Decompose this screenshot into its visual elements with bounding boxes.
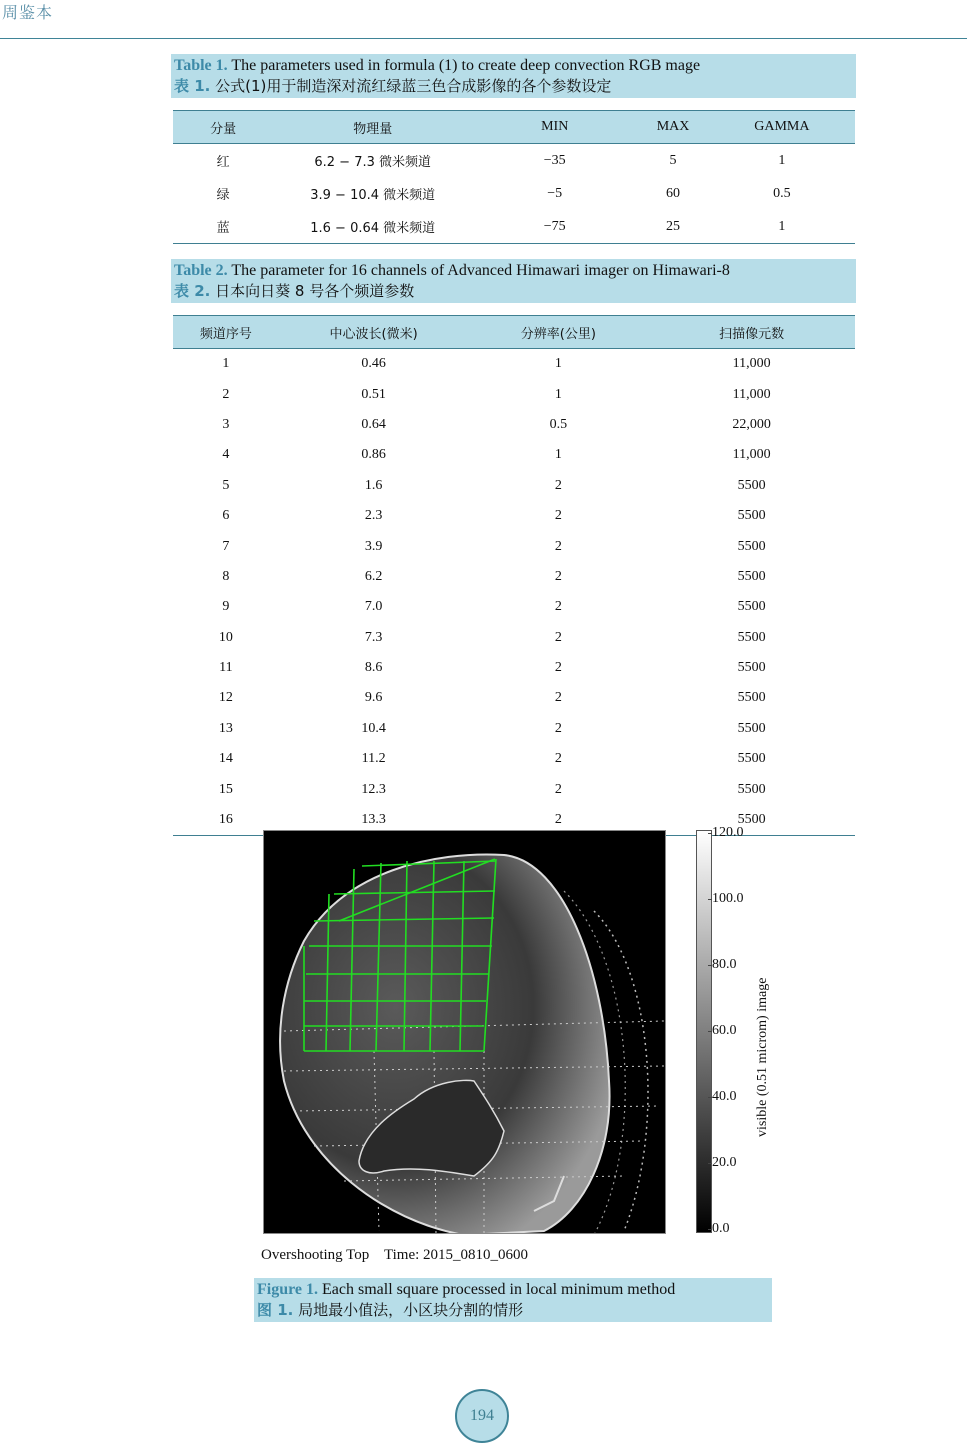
- table-cell: 红: [216, 155, 230, 170]
- table-cell: 13.3: [279, 805, 469, 836]
- table-cell: 1.6: [364, 477, 383, 493]
- colorbar-tick-label: 60.0: [712, 1023, 737, 1038]
- table-cell: 3: [222, 416, 230, 432]
- column-header: 中心波长(微米): [279, 316, 469, 349]
- running-header-author: 周鉴本: [2, 5, 54, 22]
- table-cell: 12.3: [361, 781, 386, 797]
- figure1-caption-text-en: Each small square processed in local minimum method: [318, 1281, 676, 1298]
- table-cell: 5: [222, 477, 230, 493]
- table-cell: 0.51: [361, 386, 386, 402]
- table-cell: 1: [554, 356, 562, 372]
- table-cell: 6.2: [364, 568, 383, 584]
- table-cell: 2: [554, 781, 562, 797]
- table2-caption-text-en: The parameter for 16 channels of Advanced Himawari imager on Himawari-8: [227, 262, 730, 279]
- table-cell: 13: [218, 720, 233, 736]
- header-divider: [0, 38, 967, 39]
- table-row: [173, 144, 855, 178]
- table-row: [173, 501, 855, 531]
- table-cell: 2: [554, 751, 562, 767]
- table-cell: 5500: [737, 599, 766, 615]
- table-row: [173, 177, 855, 210]
- table-cell: 6: [222, 508, 230, 524]
- table-row: [173, 744, 855, 774]
- table-row: [173, 440, 855, 470]
- table-row: [173, 379, 855, 409]
- table1-caption: [171, 54, 856, 98]
- table-cell: 3.9: [364, 538, 383, 554]
- table2-header-row: [173, 316, 855, 349]
- table1-caption-text-en: The parameters used in formula (1) to create deep convection RGB mage: [227, 57, 701, 74]
- satellite-image: [263, 830, 666, 1234]
- table-cell: 1: [778, 152, 786, 168]
- table1: [173, 110, 855, 244]
- table-cell: 12: [218, 690, 233, 706]
- colorbar-tick-label: 100.0: [712, 891, 744, 906]
- table-cell: 6.2 − 7.3 微米频道: [314, 155, 432, 170]
- table-cell: 5500: [737, 538, 766, 554]
- table-cell: 蓝: [173, 210, 273, 244]
- table-cell: 14: [218, 751, 233, 767]
- table-cell: 5500: [737, 508, 766, 524]
- colorbar-tick-label: 120.0: [712, 825, 744, 840]
- satellite-image-svg: [264, 831, 666, 1234]
- figure1-caption-text-zh: 局地最小值法，小区块分割的情形: [293, 1301, 524, 1319]
- table-row: [173, 562, 855, 592]
- table-cell: 2: [468, 805, 648, 836]
- table-cell: 2: [554, 599, 562, 615]
- table-cell: 4: [222, 447, 230, 463]
- figure1-caption-label-en: Figure 1.: [257, 1281, 319, 1298]
- table-cell: 1: [222, 356, 230, 372]
- column-header: 扫描像元数: [648, 316, 855, 349]
- colorbar-tick-label: 80.0: [712, 957, 737, 972]
- table-cell: 60: [666, 185, 681, 201]
- table-row: [173, 210, 855, 244]
- table-cell: 0.64: [361, 416, 386, 432]
- table-cell: 8: [222, 568, 230, 584]
- column-header: MAX: [637, 111, 708, 144]
- table-cell: 1.6 − 0.64 微米频道: [273, 210, 472, 244]
- table-cell: 5500: [737, 568, 766, 584]
- table-cell: 16: [173, 805, 279, 836]
- table-cell: 1: [554, 447, 562, 463]
- column-header: GAMMA: [709, 111, 855, 144]
- table-cell: 0.5: [549, 416, 568, 432]
- colorbar-tick-label: 0.0: [712, 1221, 730, 1236]
- table-cell: 5500: [737, 690, 766, 706]
- table-cell: 11: [219, 660, 233, 676]
- table1-header-row: [173, 111, 855, 144]
- table-row: [173, 592, 855, 622]
- colorbar-tick-label: 40.0: [712, 1089, 737, 1104]
- colorbar-label: visible (0.51 microm) image: [755, 977, 770, 1137]
- table-cell: 5500: [737, 781, 766, 797]
- table2-caption: [171, 259, 856, 303]
- table2: [173, 315, 855, 836]
- table-cell: 2: [554, 720, 562, 736]
- table-cell: 10: [218, 629, 233, 645]
- table-cell: −75: [472, 210, 637, 244]
- table-cell: 2: [554, 538, 562, 554]
- table2-caption-label-zh: 表 2.: [174, 282, 211, 300]
- table-cell: 25: [637, 210, 708, 244]
- table-cell: 2: [222, 386, 230, 402]
- table1-caption-label-zh: 表 1.: [174, 77, 211, 95]
- table-cell: 2: [554, 508, 562, 524]
- table-cell: 5500: [737, 720, 766, 736]
- table2-body: [173, 349, 855, 836]
- table-row: [173, 471, 855, 501]
- table-cell: 9: [222, 599, 230, 615]
- table-row: [173, 349, 855, 380]
- table-cell: 2: [554, 568, 562, 584]
- table-cell: 7: [222, 538, 230, 554]
- table-cell: 5500: [737, 660, 766, 676]
- column-header: 物理量: [273, 111, 472, 144]
- table-cell: 5500: [648, 805, 855, 836]
- column-header: 频道序号: [173, 316, 279, 349]
- table-cell: 2.3: [364, 508, 383, 524]
- column-header: 分辨率(公里): [468, 316, 648, 349]
- table-cell: 22,000: [732, 416, 771, 432]
- table1-body: [173, 144, 855, 244]
- table-cell: 11,000: [732, 386, 771, 402]
- table-row: [173, 410, 855, 440]
- table-row: [173, 531, 855, 561]
- figure-note: Overshooting Top Time: 2015_0810_0600: [261, 1247, 529, 1263]
- table-cell: −5: [547, 185, 563, 201]
- table-cell: 2: [554, 477, 562, 493]
- table-cell: 绿: [216, 188, 230, 203]
- table-cell: 10.4: [361, 720, 386, 736]
- page-number: 194: [455, 1389, 509, 1443]
- table-row: [173, 653, 855, 683]
- table-cell: 8.6: [364, 660, 383, 676]
- table-cell: 5500: [737, 477, 766, 493]
- table-row: [173, 714, 855, 744]
- table-cell: 2: [554, 660, 562, 676]
- table-cell: 9.6: [364, 690, 383, 706]
- table-row: [173, 683, 855, 713]
- colorbar-tick-label: 20.0: [712, 1155, 737, 1170]
- table1-caption-text-zh: 公式(1)用于制造深对流红绿蓝三色合成影像的各个参数设定: [210, 77, 612, 95]
- table2-caption-label-en: Table 2.: [174, 262, 228, 279]
- table-cell: 1: [554, 386, 562, 402]
- table-cell: −35: [543, 152, 566, 168]
- table-cell: 0.86: [361, 447, 386, 463]
- table-cell: 15: [218, 781, 233, 797]
- table-row: [173, 623, 855, 653]
- table-cell: 5: [669, 152, 677, 168]
- table-cell: 11.2: [361, 751, 386, 767]
- table-cell: 2: [554, 629, 562, 645]
- figure1-caption: [254, 1278, 772, 1322]
- table-row: [173, 774, 855, 804]
- table-cell: 11,000: [732, 356, 771, 372]
- table1-caption-label-en: Table 1.: [174, 57, 228, 74]
- table-cell: 2: [554, 690, 562, 706]
- table-cell: 5500: [737, 629, 766, 645]
- column-header: 分量: [173, 111, 273, 144]
- table-cell: 0.46: [361, 356, 386, 372]
- table-cell: 7.3: [364, 629, 383, 645]
- table-cell: 0.5: [773, 185, 791, 201]
- table2-caption-text-zh: 日本向日葵 8 号各个频道参数: [210, 282, 415, 300]
- table-cell: 11,000: [732, 447, 771, 463]
- table-cell: 5500: [737, 751, 766, 767]
- figure1-caption-label-zh: 图 1.: [257, 1301, 294, 1319]
- table-cell: 7.0: [364, 599, 383, 615]
- table-cell: 1: [709, 210, 855, 244]
- column-header: MIN: [472, 111, 637, 144]
- table-cell: 3.9 − 10.4 微米频道: [310, 188, 436, 203]
